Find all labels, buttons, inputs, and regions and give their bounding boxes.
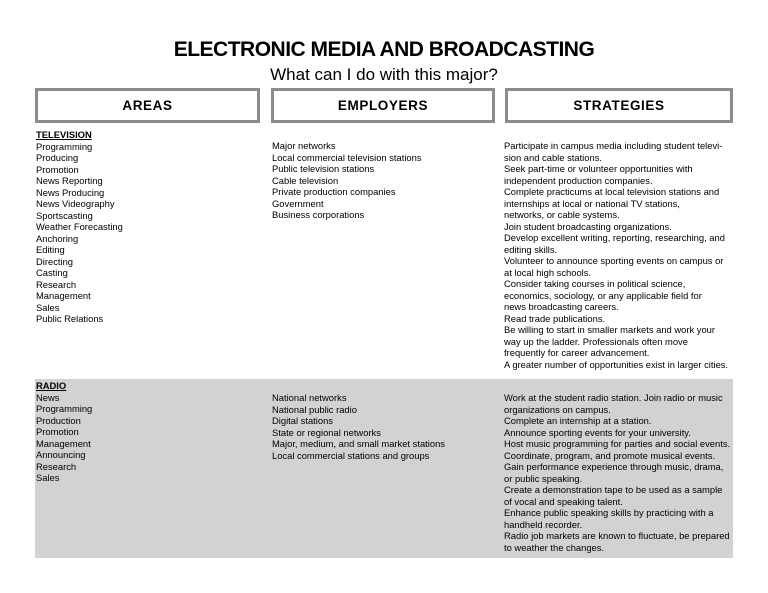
area-item: Programming xyxy=(36,140,93,152)
area-item: Weather Forecasting xyxy=(36,221,123,232)
page-subtitle: What can I do with this major? xyxy=(270,65,498,84)
radio-areas-list xyxy=(36,380,261,484)
television-section xyxy=(35,128,733,375)
area-item: Sales xyxy=(36,301,60,313)
employer-item: Government xyxy=(272,197,324,209)
area-item: Anchoring xyxy=(36,232,79,244)
employer-item: Major, medium, and small market stations xyxy=(272,438,445,449)
area-item: Public Relations xyxy=(36,313,104,324)
television-employers-list xyxy=(272,140,502,221)
employer-item: National networks xyxy=(272,392,347,403)
strategy-item: Participate in campus media including student televi- sion and cable stations. xyxy=(504,140,723,163)
employer-item: National public radio xyxy=(272,403,357,415)
radio-employers-list xyxy=(272,392,502,461)
television-strategies-list xyxy=(504,140,733,370)
area-item: Editing xyxy=(36,244,65,255)
strategy-item: Develop excellent writing, reporting, researching, and editing skills. xyxy=(504,232,725,255)
strategy-item: Announce sporting events for your university. xyxy=(504,426,691,438)
strategy-item: Complete practicums at local television stations and internships at local or national TV stations, networks, or cable systems. xyxy=(504,186,720,220)
strategy-item: A greater number of opportunities exist in larger cities. xyxy=(504,358,729,370)
strategy-item: Create a demonstration tape to be used as a sample of vocal and speaking talent. xyxy=(504,484,723,507)
area-item: Research xyxy=(36,460,77,472)
strategy-item: Seek part-time or volunteer opportunities with independent production companies. xyxy=(504,163,693,186)
radio-strategies-list xyxy=(504,392,733,553)
strategy-item: Volunteer to announce sporting events on campus or at local high schools. xyxy=(504,255,724,278)
areas-column-header: AREAS xyxy=(35,88,260,123)
area-item: Sportscasting xyxy=(36,209,93,221)
area-item: Promotion xyxy=(36,163,79,175)
area-item: Sales xyxy=(36,472,60,483)
employers-column-header: EMPLOYERS xyxy=(271,88,495,123)
area-item: Programming xyxy=(36,403,93,414)
strategy-item: Radio job markets are known to fluctuate, be prepared to weather the changes. xyxy=(504,530,730,553)
section-heading-television: TELEVISION xyxy=(36,129,92,140)
employer-item: Major networks xyxy=(272,140,336,151)
employer-item: Local commercial television stations xyxy=(272,151,422,163)
section-heading-radio: RADIO xyxy=(36,380,67,391)
strategy-item: Enhance public speaking skills by practicing with a handheld recorder. xyxy=(504,507,714,530)
strategy-item: Read trade publications. xyxy=(504,312,606,324)
area-item: News Producing xyxy=(36,186,105,198)
employer-item: Digital stations xyxy=(272,415,333,426)
strategy-item: Consider taking courses in political science, economics, sociology, or any applicable field for news broadcasting careers. xyxy=(504,278,702,312)
area-item: News xyxy=(36,391,60,403)
area-item: Casting xyxy=(36,267,68,278)
employer-item: Cable television xyxy=(272,174,339,186)
strategy-item: Coordinate, program, and promote musical events. xyxy=(504,449,716,461)
strategy-item: Work at the student radio station. Join radio or music organizations on campus. xyxy=(504,392,723,415)
area-item: Directing xyxy=(36,255,73,267)
area-item: Research xyxy=(36,278,77,290)
strategy-item: Gain performance experience through music, drama, or public speaking. xyxy=(504,461,724,484)
employer-item: Public television stations xyxy=(272,163,375,174)
page-title: ELECTRONIC MEDIA AND BROADCASTING xyxy=(173,38,595,61)
area-item: News Reporting xyxy=(36,175,103,186)
strategy-item: Host music programming for parties and social events. xyxy=(504,438,731,449)
area-item: Management xyxy=(36,290,91,301)
radio-section xyxy=(35,379,733,558)
strategy-item: Complete an internship at a station. xyxy=(504,415,652,426)
area-item: Announcing xyxy=(36,449,86,460)
area-item: Promotion xyxy=(36,426,79,437)
employer-item: Private production companies xyxy=(272,186,396,197)
area-item: Production xyxy=(36,414,81,426)
television-areas-list xyxy=(36,129,261,325)
area-item: Producing xyxy=(36,152,79,163)
employer-item: State or regional networks xyxy=(272,426,381,438)
area-item: Management xyxy=(36,437,91,449)
employer-item: Business corporations xyxy=(272,209,365,220)
employer-item: Local commercial stations and groups xyxy=(272,449,430,461)
area-item: News Videography xyxy=(36,198,115,209)
strategies-column-header: STRATEGIES xyxy=(505,88,733,123)
strategy-item: Join student broadcasting organizations. xyxy=(504,220,672,232)
strategy-item: Be willing to start in smaller markets and work your way up the ladder. Professionals often move frequently for career advancement. xyxy=(504,324,716,358)
